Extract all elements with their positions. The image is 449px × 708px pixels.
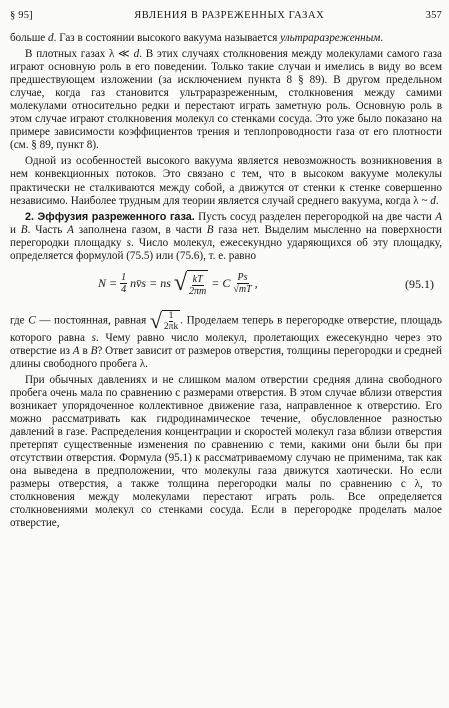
section-marker: § 95]	[10, 10, 33, 21]
paragraph-2: В плотных газах λ ≪ d. В этих случаях столкновения между молекулами самого газа играют основную роль в его поведении. Только такие случаи и имелись в виду во всем предшествующем изложении (за исключением пункта 8 § 89). В другом предельном случае, когда газ становится ультраразреженным, столкновения между самими молекулами относительно редки и перестают играть заметную роль. Основную роль в этом случае играют столкновения молекул со стенками сосуда. Это уже было показано на примере зависимости коэффициентов трения и теплопроводности газа от его плотности (см. § 89, пункт 8).	[10, 48, 443, 152]
fraction-ps-sqrt-mt: $\frac{Ps}{√mT}$	[233, 271, 252, 295]
page-body	[10, 32, 442, 531]
subsection-heading: 2. Эффузия разреженного газа.	[25, 210, 195, 223]
square-root-kt-2pim: √ $\frac{kT}{2\pi m}$	[173, 270, 207, 297]
running-header	[10, 10, 442, 32]
fraction-one-quarter: $\frac{1}{4}$	[121, 271, 127, 295]
page-number: 357	[425, 10, 442, 21]
chapter-title: ЯВЛЕНИЯ В РАЗРЕЖЕННЫХ ГАЗАХ	[134, 10, 325, 21]
paragraph-5: где C — постоянная, равная √ 1 2πk . Проделаем теперь в перегородке отверстие, площадь которого равна s. Чему равно число молекул, пролетающих ежесекундно через это отверстие из A в B? Ответ зависит от размеров отверстия, толщины перегородки и средней длины свободного пробега λ.	[10, 307, 442, 370]
paragraph-1: больше d. Газ в состоянии высокого вакуума называется ультраразреженным.	[10, 32, 384, 44]
term-ultrararefied: ультраразреженным	[280, 32, 381, 44]
equation-number: (95.1)	[405, 276, 434, 291]
equation-expression: N = $\frac{1}{4}$ nv̄s = ns √ $\frac{kT}{2\pi m}$ = C $\frac{Ps}{√mT}$ ,	[98, 270, 258, 297]
equation-95-1	[10, 266, 442, 306]
paragraph-3: Одной из особенностей высокого вакуума является невозможность возникновения в нем конвекционных потоков. Это связано с тем, что в высоком вакууме молекулы практически не сталкиваются между собой, а движутся от стенки к стенке совершенно независимо. Наиболее трудным для теории является случай среднего вакуума, когда λ ~ d.	[10, 155, 442, 207]
constant-c-expression: √ 1 2πk	[149, 307, 179, 333]
paragraph-6: При обычных давлениях и не слишком малом отверстии средняя длина свободного пробега очень мала по сравнению с размерами отверстия. В этом случае вблизи отверстия возникает упорядоченное коллективное движение газа, направленное к отверстию. Его можно рассматривать как гидродинамическое течение, обусловленное разностью давлений в газе. Распределения концентрации и скоростей молекул газа вблизи отверстия претерпят существенные изменения по сравнению с теми, какими они были бы при отсутствии отверстия. Формула (95.1) к рассматриваемому случаю не применима, так как она выведена в предположении, что молекулы газа движутся хаотически. Но если размеры отверстия, а также толщина перегородки малы по сравнению с λ, то столкновения между молекулами перестают играть роль. Все определяется столкновениями молекул со стенками сосуда. Если в перегородке проделать малое отверстие,	[10, 373, 442, 530]
paragraph-4: 2. Эффузия разреженного газа. Пусть сосуд разделен перегородкой на две части A и B. Часть A заполнена газом, в части B газа нет. Выделим мысленно на поверхности перегородки площадку s. Число молекул, ежесекундно ударяющихся об эту площадку, определяется формулой (75.5) или (75.6), т. е. равно	[10, 210, 442, 262]
